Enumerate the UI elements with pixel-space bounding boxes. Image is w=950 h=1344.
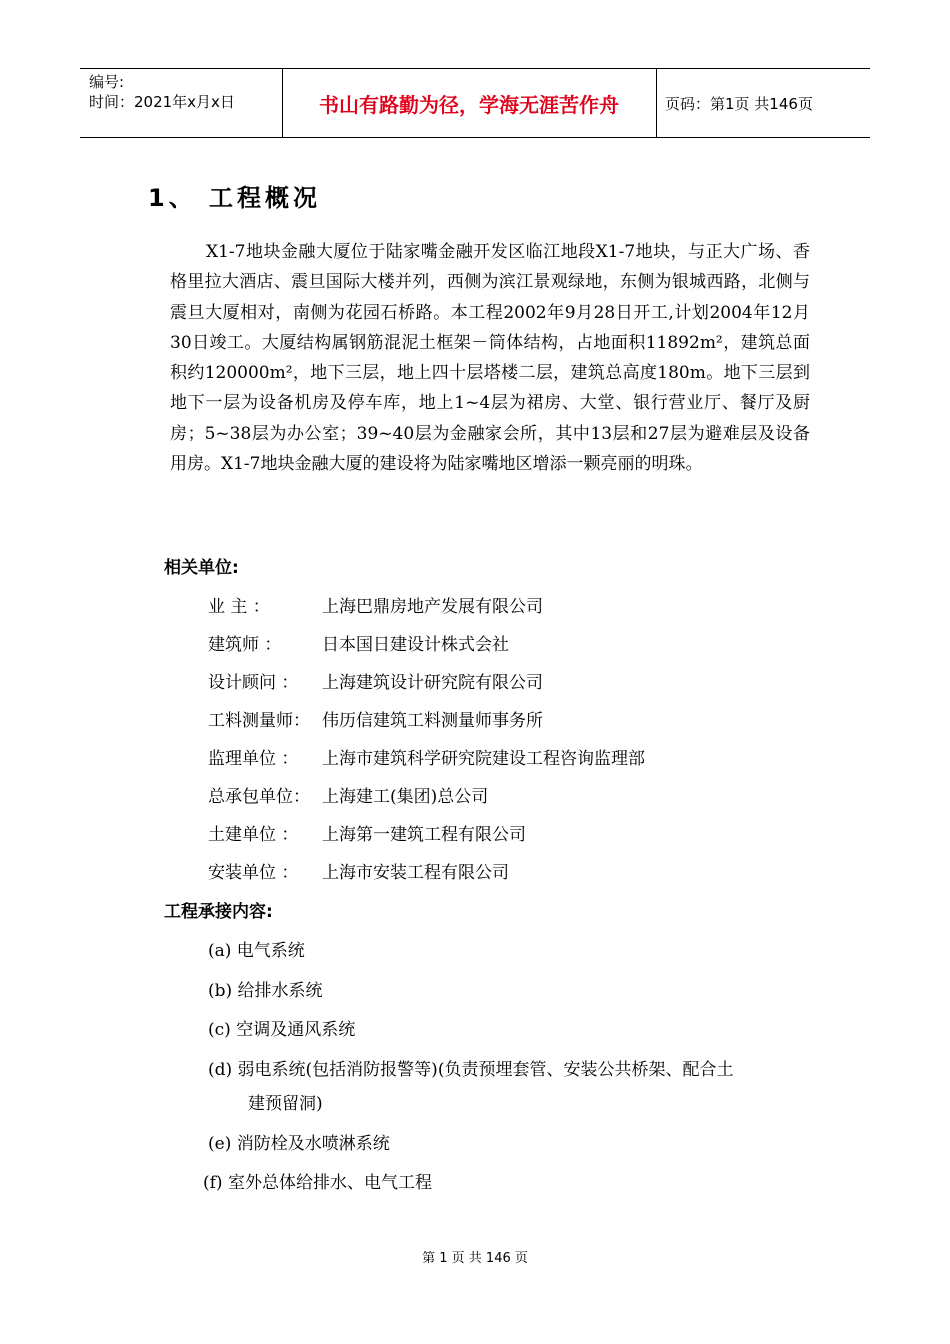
header-motto: 书山有路勤为径，学海无涯苦作舟 [282, 69, 657, 137]
unit-label: 安装单位 ： [208, 863, 299, 883]
unit-value: 上海建工(集团)总公司 [322, 787, 489, 807]
unit-row [208, 630, 509, 655]
unit-row [208, 820, 526, 845]
page-footer: 第 1 页 共 146 页 [422, 1251, 528, 1266]
units-heading: 相关单位: [164, 558, 239, 578]
scope-item: (c) 空调及通风系统 [208, 1020, 356, 1040]
unit-label: 监理单位 ： [208, 749, 299, 769]
unit-row [208, 858, 509, 883]
unit-value: 上海巴鼎房地产发展有限公司 [322, 597, 543, 617]
scope-item: (a) 电气系统 [208, 941, 305, 961]
overview-paragraph: X1-7地块金融大厦位于陆家嘴金融开发区临江地段X1-7地块，与正大广场、香格里拉大酒店、震旦国际大楼并列，西侧为滨江景观绿地，东侧为银城西路，北侧与震旦大厦相对，南侧为花园石桥路。本工程2002年9月28日开工,计划2004年12月30日竣工。大厦结构属钢筋混泥土框架－筒体结构，占地面积11892m²，建筑总面积约120000m²，地下三层，地上四十层塔楼二层，建筑总高度180m。地下三层到地下一层为设备机房及停车库，地上1~4层为裙房、大堂、银行营业厅、餐厅及厨房；5~38层为办公室；39~40层为金融家会所，其中13层和27层为避难层及设备用房。X1-7地块金融大厦的建设将为陆家嘴地区增添一颗亮丽的明珠。 [170, 242, 810, 475]
unit-label: 建筑师 ： [208, 635, 282, 655]
scope-item-continuation: 建预留洞) [248, 1094, 323, 1114]
unit-label: 工料测量师： [208, 711, 310, 731]
unit-value: 伟历信建筑工料测量师事务所 [322, 711, 543, 731]
document-time: 时间：2021年x月x日 [89, 93, 235, 111]
scope-item: (d) 弱电系统(包括消防报警等)(负责预埋套管、安装公共桥架、配合土 [208, 1060, 734, 1080]
unit-row [208, 782, 488, 807]
unit-label: 总承包单位： [208, 787, 310, 807]
scope-item: (f) 室外总体给排水、电气工程 [203, 1173, 432, 1193]
header-meta [80, 69, 283, 137]
scope-heading: 工程承接内容: [164, 902, 273, 922]
section-title: 1、 工程概况 [148, 184, 322, 212]
scope-item: (b) 给排水系统 [208, 981, 323, 1001]
scope-item: (e) 消防栓及水喷淋系统 [208, 1134, 390, 1154]
header-page-info: 页码：第1页 共146页 [665, 94, 813, 113]
unit-row [208, 706, 543, 731]
unit-label: 土建单位 ： [208, 825, 299, 845]
unit-value: 日本国日建设计株式会社 [322, 635, 509, 655]
unit-row [208, 744, 645, 769]
unit-label: 业 主 ： [208, 597, 270, 617]
unit-value: 上海第一建筑工程有限公司 [322, 825, 526, 845]
unit-row [208, 592, 543, 617]
page-header [80, 68, 870, 138]
unit-value: 上海市建筑科学研究院建设工程咨询监理部 [322, 749, 645, 769]
unit-value: 上海市安装工程有限公司 [322, 863, 509, 883]
document-number: 编号: [89, 73, 125, 91]
unit-label: 设计顾问 ： [208, 673, 299, 693]
unit-row [208, 668, 543, 693]
unit-value: 上海建筑设计研究院有限公司 [322, 673, 543, 693]
